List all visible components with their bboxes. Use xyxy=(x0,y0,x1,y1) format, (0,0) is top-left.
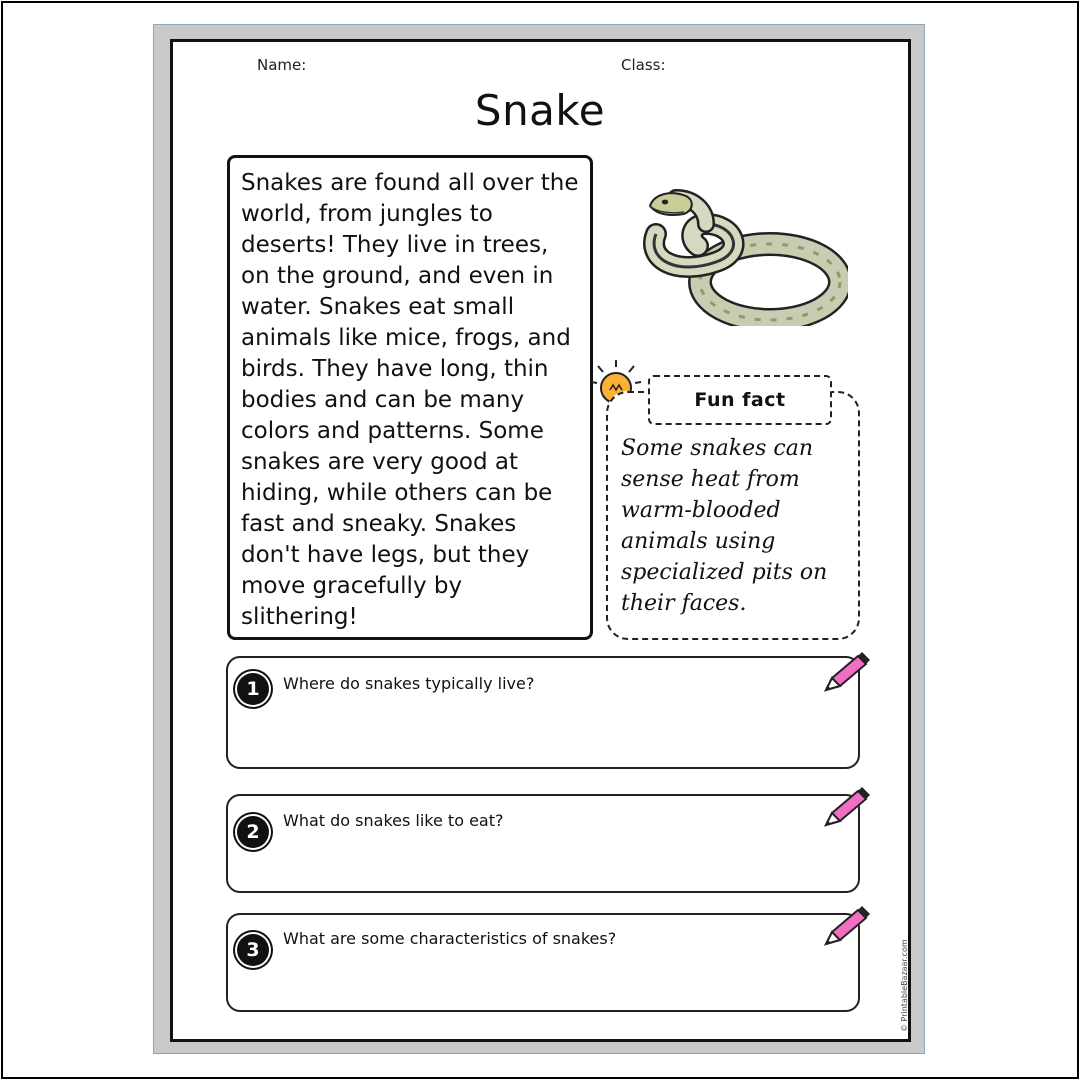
question-text-1: Where do snakes typically live? xyxy=(283,674,535,693)
fun-fact-title: Fun fact xyxy=(694,389,786,411)
pencil-icon xyxy=(818,650,870,696)
answer-box-3[interactable] xyxy=(226,913,860,1012)
pencil-icon xyxy=(818,904,870,950)
question-number-2: 2 xyxy=(237,816,269,848)
answer-box-1[interactable] xyxy=(226,656,860,769)
question-number-3: 3 xyxy=(237,934,269,966)
story-text: Snakes are found all over the world, from jungles to deserts! They live in trees, on the ground, and even in water. Snakes eat small animals like mice, frogs, and birds. They have long, thin bodies and can be many colors and patterns. Some snakes are very good at hiding, while others can be fast and sneaky. Snakes don't have legs, but they move gracefully by slithering! xyxy=(241,170,579,630)
class-label: Class: xyxy=(621,56,666,74)
footer-credit: © PrintableBazaar.com xyxy=(900,939,909,1032)
fun-fact-header xyxy=(648,375,832,425)
pencil-icon xyxy=(818,785,870,831)
story-box xyxy=(227,155,593,640)
answer-box-2[interactable] xyxy=(226,794,860,893)
question-text-3: What are some characteristics of snakes? xyxy=(283,929,617,948)
page-title: Snake xyxy=(474,86,606,135)
question-text-2: What do snakes like to eat? xyxy=(283,811,504,830)
question-number-1: 1 xyxy=(237,673,269,705)
fun-fact-text: Some snakes can sense heat from warm-blooded animals using specialized pits on their faces. xyxy=(621,436,828,616)
name-label: Name: xyxy=(257,56,307,74)
snake-illustration xyxy=(636,184,848,326)
